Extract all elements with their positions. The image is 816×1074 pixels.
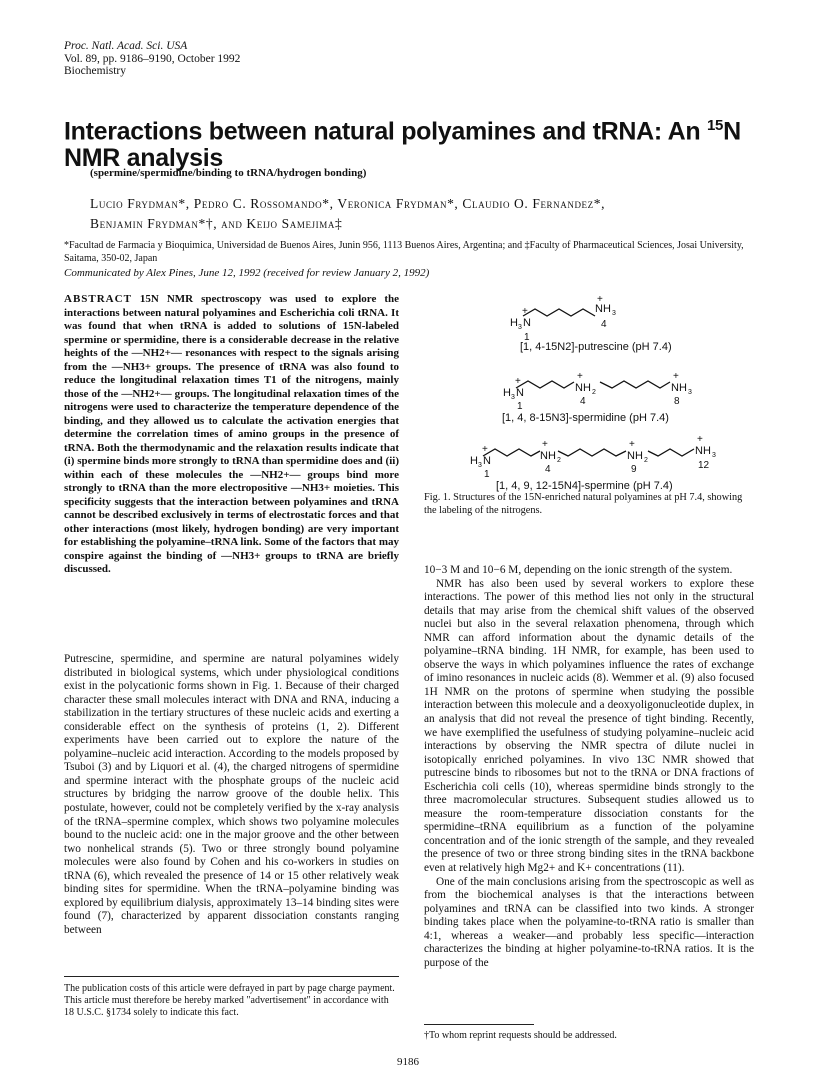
spermine-chain-c bbox=[648, 449, 694, 456]
body-left-column: Putrescine, spermidine, and spermine are natural polyamines widely distributed in biological systems, which under physiological conditions exist in the polycationic forms shown in Fig. 1. Because of their charged character these small molecules interact with DNA and RNA, inducing a stabilization in the tertiary structures of these nucleic acids and exerting a considerable effect on the synthesis of proteins (1, 2). Different experiments have been carried out to explore the nature of the polyamine–nucleic acid interaction. According to the models proposed by Tsuboi (3) and by Liquori et al. (4), the charged nitrogens of spermidine and spermine interact with the phosphate groups of the nucleic acid structures by bridging the narrow groove of the double helix. This postulate, however, could not be completely verified by the x-ray analysis of the tRNA–spermine complex, which shows two polyamine molecules bound to the nucleic acid: one in the major groove and the other between two nonhelical strands (5). Two or three strongly bound polyamine molecules were also found by Cohen and his co-workers in studies on tRNA (6), which revealed the presence of 14 or 15 other relatively weak binding sites for spermidine. When the tRNA–polyamine binding was explored by equilibrium dialysis, approximately 13–14 binding sites were found (7), characterized by apparent dissociation constants ranging between bbox=[64, 653, 399, 936]
svg-text:+: + bbox=[522, 306, 528, 317]
svg-text:NH: NH bbox=[671, 382, 687, 394]
svg-text:H: H bbox=[503, 387, 511, 399]
svg-text:4: 4 bbox=[545, 464, 551, 475]
svg-text:12: 12 bbox=[698, 460, 710, 471]
svg-text:3: 3 bbox=[688, 389, 692, 396]
svg-text:+: + bbox=[482, 444, 488, 455]
footnote-rule-right bbox=[424, 1024, 534, 1025]
svg-text:9: 9 bbox=[631, 464, 637, 475]
putrescine-label: [1, 4-15N2]-putrescine (pH 7.4) bbox=[520, 341, 672, 353]
journal-header bbox=[64, 40, 240, 78]
svg-text:1: 1 bbox=[524, 332, 530, 343]
journal-section: Biochemistry bbox=[64, 65, 126, 77]
svg-text:N: N bbox=[523, 317, 531, 329]
figure-1-structures bbox=[440, 296, 740, 496]
svg-text:H: H bbox=[470, 455, 478, 467]
svg-text:+: + bbox=[577, 371, 583, 382]
communicated-by: Communicated by Alex Pines, June 12, 1992 (received for review January 2, 1992) bbox=[64, 267, 430, 279]
paragraph: One of the main conclusions arising from the spectroscopic as well as from the biochemical analyses is that the interactions between polyamines and tRNA can be classified into two kinds. A stronger binding takes place when the polyamine-to-tRNA ratio is smaller than 4:1, whereas a weaker—and probably less specific—interaction characterizes the binding at higher polyamine-to-tRNA ratios. It is the purpose of the bbox=[424, 875, 754, 969]
putrescine-chain bbox=[523, 309, 595, 316]
svg-text:2: 2 bbox=[557, 457, 561, 464]
svg-text:+: + bbox=[673, 371, 679, 382]
svg-text:+: + bbox=[542, 439, 548, 450]
authors-line-1: Lucio Frydman*, Pedro C. Rossomando*, Veronica Frydman*, Claudio O. Fernandez*, bbox=[90, 196, 606, 211]
svg-text:NH: NH bbox=[575, 382, 591, 394]
figure-1-caption: Fig. 1. Structures of the 15N-enriched natural polyamines at pH 7.4, showing the labeling of the nitrogens. bbox=[424, 492, 743, 516]
authors-line-2: Benjamin Frydman*†, and Keijo Samejima‡ bbox=[90, 216, 343, 231]
affiliation: *Facultad de Farmacia y Bioquimica, Universidad de Buenos Aires, Junin 956, 1113 Buenos Aires, Argentina; and ‡Faculty of Pharmaceutical Sciences, Josai University, Saitama, 350-02, Japan bbox=[64, 240, 744, 264]
paragraph: NMR has also been used by several workers to explore these interactions. The power of this method lies not only in the structural details that may arise from the chemical shift values of the observed nuclei but also in the several relaxation phenomena, through which NMR can afford information about the dynamic details of the polyamine–tRNA binding. 1H NMR, for example, has been used to observe the ways in which polyamines influence the rates of exchange of imino resonances in nucleic acids (8). Wemmer et al. (9) also focused 1H NMR on the protons of spermine when studying the possible interaction between this molecule and a deoxyoligonucleotide duplex, in an analysis that did not reveal the presence of tight binding. Recently, we have exemplified the usefulness of studying polyamine–nucleic acid interactions by observing the NMR spectra of dilute nuclei in isotopically enriched polyamines. In vivo 13C NMR showed that putrescine binds to ribosomes but not to the tRNA or DNA fractions of Escherichia coli cells (10), whereas spermidine binds strongly to the three macromolecular structures. Subsequent studies allowed us to measure the room-temperature dissociation constants for the spermidine–tRNA equilibrium as a function of the polyamine concentration and of the ionic strength of the sample, and they revealed the presence of two or three strong binding sites in the tRNA backbone even at relatively high Mg2+ and K+ concentrations (11). bbox=[424, 577, 754, 875]
svg-text:+: + bbox=[629, 439, 635, 450]
article-title: Interactions between natural polyamines and tRNA: An $^{15}$N NMR analysis bbox=[64, 117, 741, 173]
reprint-footnote: †To whom reprint requests should be addressed. bbox=[424, 1030, 617, 1041]
svg-text:NH: NH bbox=[595, 303, 611, 315]
svg-text:NH: NH bbox=[627, 450, 643, 462]
svg-text:+: + bbox=[697, 434, 703, 445]
abstract bbox=[64, 293, 399, 577]
svg-text:3: 3 bbox=[712, 452, 716, 459]
svg-text:3: 3 bbox=[511, 394, 515, 401]
spermidine-chain-a bbox=[516, 381, 574, 388]
svg-text:+: + bbox=[515, 376, 521, 387]
abstract-text: 15N NMR spectroscopy was used to explore the interactions between natural polyamines and Escherichia coli tRNA. It was found that when tRNA is added to solutions of 15N-labeled spermine or spermidine, there is a considerable decrease in the relative heights of the —NH2+— resonances with respect to the signals arising from the —NH3+ groups. The presence of tRNA was also found to reduce the longitudinal relaxation times T1 of the nitrogens, mainly those of the —NH2+— groups. The longitudinal relaxation times of the nitrogens were used to characterize the temperature dependence of the binding, and they allowed us to calculate the activation energies that determine the correlation times of amino groups in the presence of tRNA. Both the thermodynamic and the relaxation results indicate that (i) spermine binds more strongly to tRNA than spermidine does and (ii) within each of these molecules the —NH2+— groups bind more strongly to tRNA than the more electropositive —NH3+ moieties. This specificity suggests that the interaction between polyamines and tRNA cannot be described exclusively in terms of electrostatic forces and that other interactions (most likely, hydrogen bonding) are very important for establishing the polyamine–tRNA link. Some of the factors that may conspire against the binding of —NH3+ groups to tRNA are briefly discussed. bbox=[64, 293, 399, 575]
svg-text:2: 2 bbox=[592, 389, 596, 396]
journal-name: Proc. Natl. Acad. Sci. USA bbox=[64, 40, 188, 52]
publication-costs-footnote: The publication costs of this article were defrayed in part by page charge payment. This article must therefore be hereby marked "advertisement" in accordance with 18 U.S.C. §1734 solely to indicate this fact. bbox=[64, 983, 395, 1018]
svg-text:1: 1 bbox=[484, 469, 490, 480]
svg-text:3: 3 bbox=[518, 324, 522, 331]
svg-text:4: 4 bbox=[601, 319, 607, 330]
svg-text:3: 3 bbox=[612, 310, 616, 317]
spermine-chain-b bbox=[558, 449, 626, 456]
spermine-label: [1, 4, 9, 12-15N4]-spermine (pH 7.4) bbox=[496, 480, 673, 492]
svg-text:NH: NH bbox=[540, 450, 556, 462]
spermine-chain-a bbox=[483, 449, 540, 456]
svg-text:3: 3 bbox=[478, 462, 482, 469]
spermidine-label: [1, 4, 8-15N3]-spermidine (pH 7.4) bbox=[502, 412, 669, 424]
authors bbox=[90, 194, 780, 234]
page-number: 9186 bbox=[397, 1056, 419, 1068]
svg-text:NH: NH bbox=[695, 445, 711, 457]
journal-volume: Vol. 89, pp. 9186–9190, October 1992 bbox=[64, 52, 241, 65]
svg-text:N: N bbox=[516, 387, 524, 399]
svg-text:2: 2 bbox=[644, 457, 648, 464]
keywords: (spermine/spermidine/binding to tRNA/hydrogen bonding) bbox=[90, 167, 367, 179]
footnote-rule-left bbox=[64, 976, 399, 977]
paragraph: 10−3 M and 10−6 M, depending on the ionic strength of the system. bbox=[424, 564, 733, 576]
body-right-column bbox=[424, 564, 754, 970]
spermidine-chain-b bbox=[600, 381, 670, 388]
svg-text:1: 1 bbox=[517, 401, 523, 412]
svg-text:+: + bbox=[597, 296, 603, 305]
svg-text:N: N bbox=[483, 455, 491, 467]
svg-text:8: 8 bbox=[674, 396, 680, 407]
abstract-label: ABSTRACT bbox=[64, 293, 132, 305]
svg-text:4: 4 bbox=[580, 396, 586, 407]
svg-text:H: H bbox=[510, 317, 518, 329]
